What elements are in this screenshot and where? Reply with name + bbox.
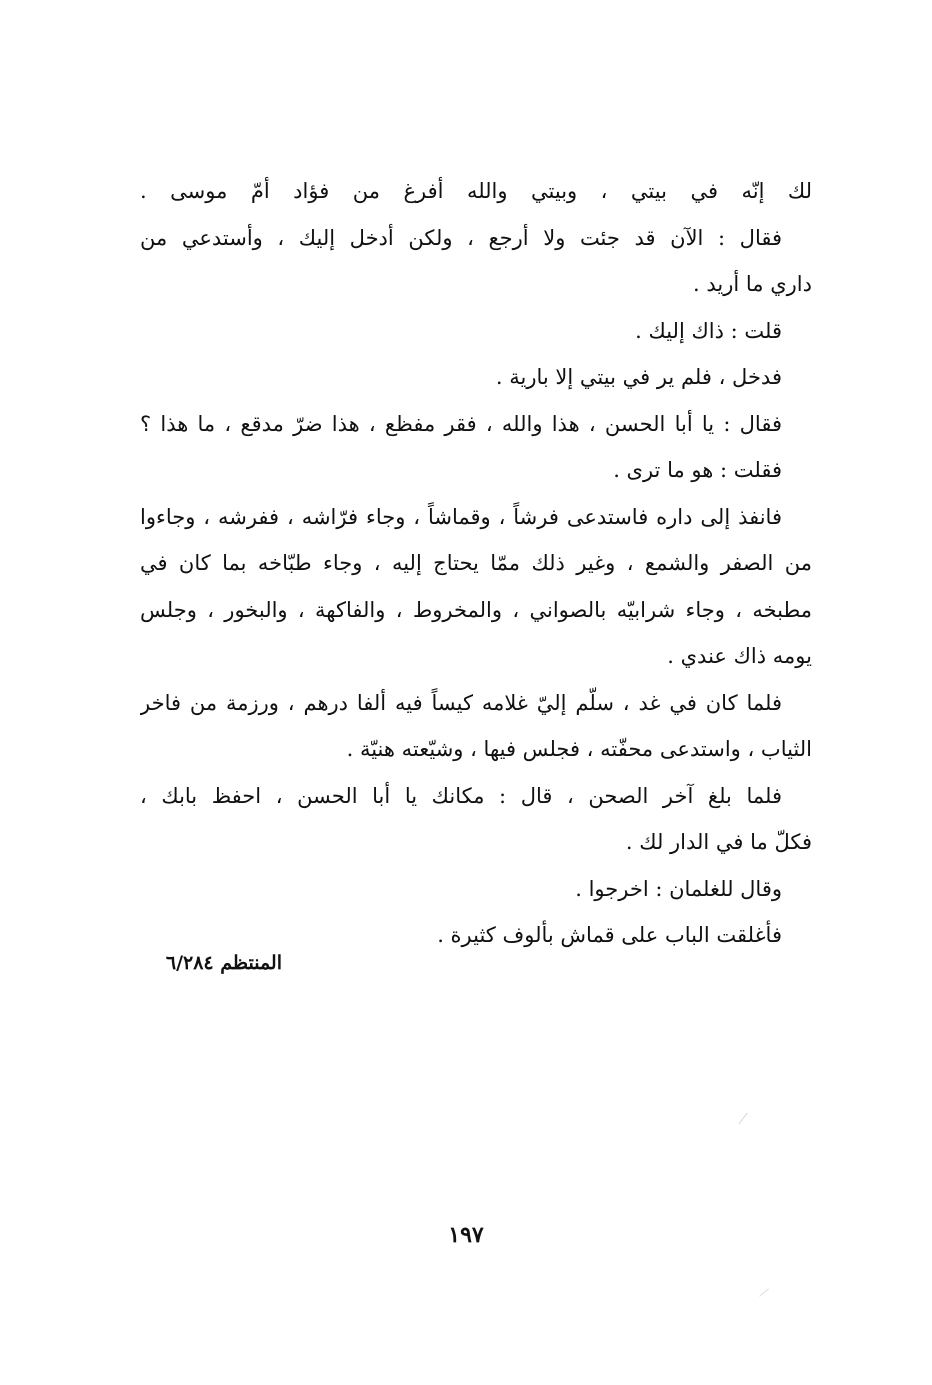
text-line-1: لك إنّه في بيتي ، وبيتي والله أفرغ من فؤاد أمّ موسى . [140,179,812,203]
text-line-5: فدخل ، فلم ير في بيتي إلا بارية . [495,365,782,389]
text-line-7: فقلت : هو ما ترى . [613,458,782,482]
text-line-4: قلت : ذاك إليك . [635,318,782,343]
source-reference: المنتظم ٦/٢٨٤ [165,952,282,974]
text-line-9: من الصفر والشمع ، وغير ذلك ممّا يحتاج إليه ، وجاء طبّاخه بما كان في [140,551,812,575]
page-number: ١٩٧ [448,1222,484,1248]
scan-mark [759,1288,769,1296]
text-line-16: وقال للغلمان : اخرجوا . [575,876,782,901]
body-text [140,168,812,959]
text-line-17: فأغلقت الباب على قماش بألوف كثيرة . [437,923,782,947]
text-line-3: داري ما أريد . [693,272,812,296]
text-line-12: فلما كان في غد ، سلّم إليّ غلامه كيساً فيه ألفا درهم ، ورزمة من فاخر [140,690,782,715]
text-line-13: الثياب ، واستدعى محفّته ، فجلس فيها ، وشيّعته هنيّة . [346,737,812,761]
text-line-2: فقال : الآن قد جئت ولا أرجع ، ولكن أدخل إليك ، وأستدعي من [140,225,782,250]
text-line-14: فلما بلغ آخر الصحن ، قال : مكانك يا أبا الحسن ، احفظ بابك ، [140,783,782,808]
text-line-10: مطبخه ، وجاء شرابيّه بالصواني ، والمخروط ، والفاكهة ، والبخور ، وجلس [140,597,812,622]
scan-mark [738,1113,747,1125]
text-line-15: فكلّ ما في الدار لك . [625,830,812,854]
text-line-11: يومه ذاك عندي . [667,644,812,668]
text-line-6: فقال : يا أبا الحسن ، هذا والله ، فقر مفظع ، هذا ضرّ مدقع ، ما هذا ؟ [140,411,782,436]
text-line-8: فانفذ إلى داره فاستدعى فرشاً ، وقماشاً ، وجاء فرّاشه ، ففرشه ، وجاءوا [140,504,782,529]
